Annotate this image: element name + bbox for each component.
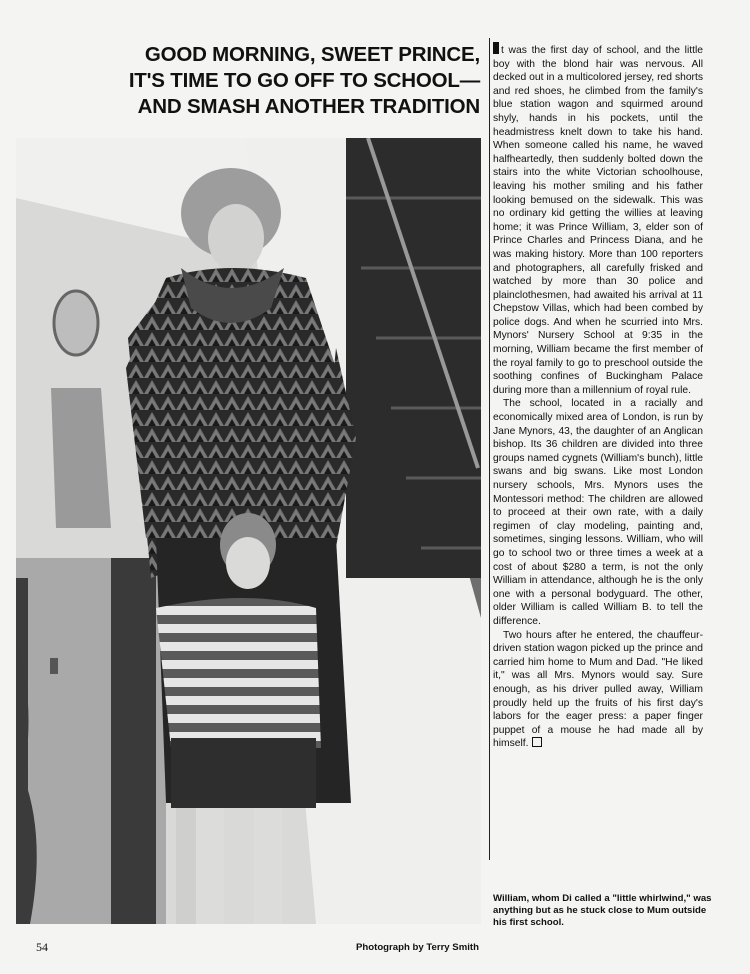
page-number: 54 — [36, 940, 48, 954]
column-divider — [489, 38, 490, 860]
paragraph-3-text: Two hours after he entered, the chauffeur-driven station wagon picked up the prince and carried him home to Mum and Dad. "He liked it," was all Mrs. Mynors would say. Sure enough, as his driver pulled away, William proudly held up the fruits of his first day's labors for the eager press: a paper finger puppet of a mouse he had made all by himself. — [493, 629, 703, 750]
headline-line-3: AND SMASH ANOTHER TRADITION — [137, 95, 480, 118]
headline-line-1: GOOD MORNING, SWEET PRINCE, — [144, 43, 480, 66]
photo-caption: William, whom Di called a "little whirlwind," was anything but as he stuck close to Mum outside his first school. — [493, 893, 712, 928]
headline — [60, 42, 480, 120]
article-paragraph-1 — [493, 42, 703, 397]
end-mark-icon — [532, 737, 542, 747]
paragraph-1-text: t was the first day of school, and the little boy with the blond hair was nervous. All decked out in a multicolored jersey, red shorts and red shoes, he climbed from the family's blue station wagon and squirmed around shyly, hands in his pockets, until the headmistress knelt down to take his hand. When someone called his name, he waved halfheartedly, then suddenly bolted down the stairs into the white Victorian schoolhouse, leaving his mother smiling and his father looking bemused on the sidewalk. This was no ordinary kid getting the willies at leaving home; it was Prince William, 3, elder son of Prince Charles and Princess Diana, and he was making history. More than 100 reporters and photographers, all carefully frisked and watched by more than 30 police and plainclothesmen, had awaited his arrival at 11 Chepstow Villas, which had been combed by police dogs. And when he scurried into Mrs. Mynors' Nursery School at 9:35 in the morning, William became the first member of the royal family to go to preschool outside the soothing confines of Buckingham Palace during more than a millennium of royal rule. — [493, 45, 703, 396]
photo-illustration — [16, 138, 481, 924]
photograph — [16, 138, 481, 924]
headline-line-2: IT'S TIME TO GO OFF TO SCHOOL— — [128, 69, 480, 92]
photo-credit: Photograph by Terry Smith — [356, 942, 479, 953]
article-paragraph-2: The school, located in a racially and economically mixed area of London, is run by Jane Mynors, 43, the daughter of an Anglican bishop. Its 36 children are divided into three groups named cygnets (William's bunch), little swans and big swans. Like most London nursery schools, Mrs. Mynors uses the Montessori method: The children are allowed to proceed at their own rate, with a daily regimen of clay modeling, painting and, sometimes, singing lessons. William, who will go to school two or three times a week at a cost of about $280 a term, is not the only William in attendance, although he is the only one with a personal bodyguard. The other, older William is called William B. to tell the difference. — [493, 398, 703, 627]
article-body — [493, 42, 703, 751]
drop-cap-i — [493, 42, 499, 54]
article-paragraph-3 — [493, 629, 703, 751]
